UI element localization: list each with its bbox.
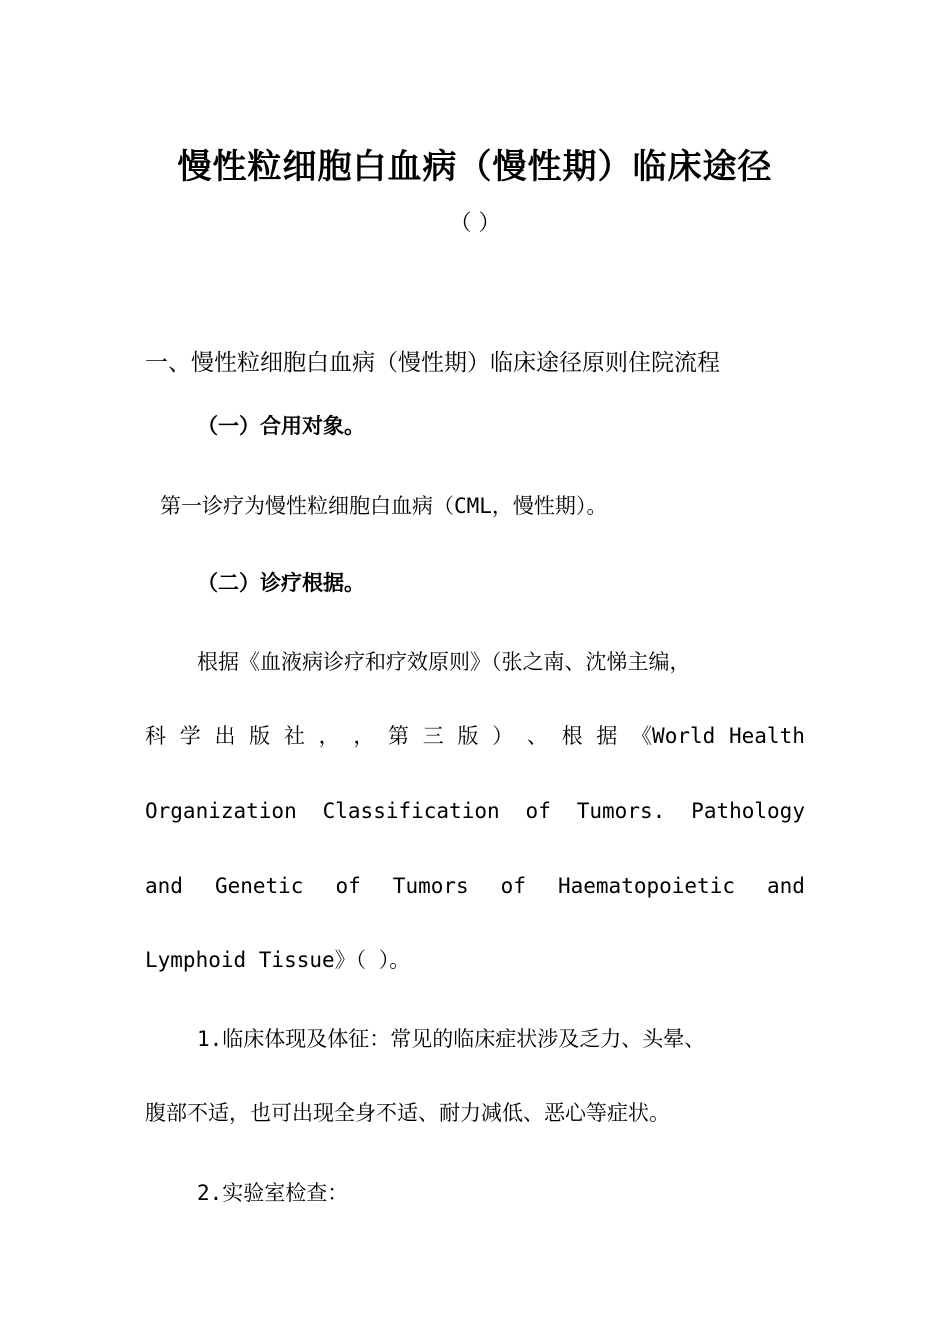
basis-word: 、: [526, 724, 548, 748]
document-title: 慢性粒细胞白血病（慢性期）临床途径: [177, 147, 773, 187]
scope-paragraph: 第一诊疗为慢性粒细胞白血病（CML，慢性期）。: [160, 494, 608, 518]
clinical-item-1-line-2: 腹部不适，也可出现全身不适、耐力减低、恶心等症状。: [145, 1101, 670, 1125]
basis-line-3: [145, 795, 805, 827]
basis-word: 学: [179, 724, 201, 748]
basis-word: of: [500, 874, 526, 898]
basis-word: 三: [422, 724, 444, 748]
basis-word: Health: [729, 724, 805, 748]
basis-word: and: [767, 874, 805, 898]
basis-word: 版: [457, 724, 479, 748]
basis-word: 版: [249, 724, 271, 748]
basis-word: Classification: [322, 799, 500, 823]
basis-word: 社: [283, 724, 305, 748]
basis-word: ）: [492, 724, 514, 748]
basis-word: 根: [561, 724, 583, 748]
basis-word: of: [525, 799, 551, 823]
subsection-heading-scope: （一）合用对象。: [197, 414, 365, 438]
basis-word: 出: [214, 724, 236, 748]
basis-word: Tumors: [392, 874, 469, 898]
basis-word: Organization: [145, 799, 297, 823]
basis-word: ，: [318, 724, 340, 748]
basis-line-4: [145, 870, 805, 902]
basis-word: Haematopoietic: [557, 874, 735, 898]
basis-word: Tumors.: [576, 799, 666, 823]
basis-word: 《World: [631, 724, 716, 748]
clinical-item-1-line-1: 1.临床体现及体征：常见的临床症状涉及乏力、头晕、: [197, 1027, 706, 1051]
lab-item-2: 2.实验室检查：: [197, 1181, 349, 1205]
basis-word: and: [145, 874, 183, 898]
basis-word: 第: [388, 724, 410, 748]
basis-word: 据: [596, 724, 618, 748]
basis-word: of: [335, 874, 361, 898]
subsection-heading-basis: （二）诊疗根据。: [197, 571, 365, 595]
basis-word: ，: [353, 724, 375, 748]
basis-word: Genetic: [214, 874, 304, 898]
basis-word: Pathology: [691, 799, 805, 823]
document-subtitle: （ ）: [449, 211, 501, 236]
section-heading: 一、慢性粒细胞白血病（慢性期）临床途径原则住院流程: [145, 350, 720, 376]
basis-line-2: [145, 720, 805, 752]
basis-word: 科: [145, 724, 166, 748]
basis-line-5: Lymphoid Tissue》（ ）。: [145, 948, 411, 972]
basis-line-1: 根据《血液病诊疗和疗效原则》（张之南、沈悌主编，: [197, 650, 691, 674]
